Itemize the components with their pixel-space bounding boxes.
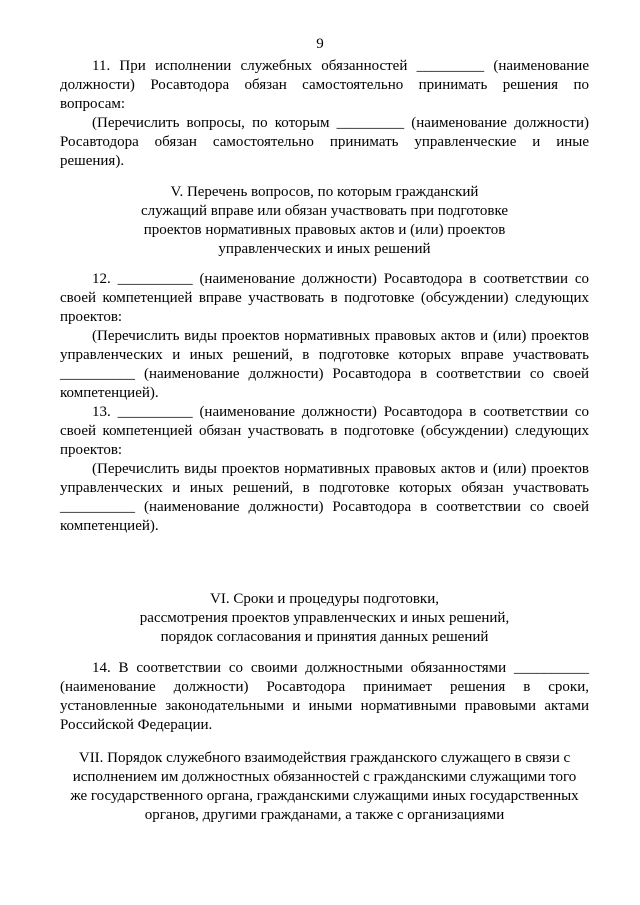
page-number: 9 — [316, 36, 324, 52]
item-13-note-line-2: управленческих и иных решений, в подготовке которых обязан участвовать — [60, 480, 589, 496]
item-12-note-line-2: управленческих и иных решений, в подготовке которых вправе участвовать — [60, 347, 589, 363]
item-13-line-3: проектов: — [60, 442, 123, 458]
section-vii-heading-line-1: VII. Порядок служебного взаимодействия гражданского служащего в связи с — [78, 750, 571, 766]
item-12-note-line-3: __________ (наименование должности) Росавтодора в соответствии со своей — [60, 366, 589, 382]
section-v-heading-line-4: управленческих и иных решений — [218, 241, 431, 257]
item-14-line-1: 14. В соответствии со своими должностными обязанностями __________ — [92, 660, 589, 676]
section-vii-heading-line-4: органов, другими гражданами, а также с организациями — [144, 807, 505, 823]
section-v-heading-line-3: проектов нормативных правовых актов и (или) проектов — [143, 222, 506, 238]
item-13-line-2: своей компетенцией обязан участвовать в подготовке (обсуждении) следующих — [60, 423, 589, 439]
item-13-note-line-3: __________ (наименование должности) Росавтодора в соответствии со своей — [60, 499, 589, 515]
item-14-line-2: (наименование должности) Росавтодора принимает решения в сроки, — [60, 679, 589, 695]
section-v-heading-line-1: V. Перечень вопросов, по которым гражданский — [170, 184, 479, 200]
item-14-line-4: Российской Федерации. — [60, 717, 213, 733]
item-12-line-2: своей компетенцией вправе участвовать в подготовке (обсуждении) следующих — [60, 290, 589, 306]
item-12-note-line-4: компетенцией). — [60, 385, 159, 401]
section-vii-heading-line-3: же государственного органа, гражданскими служащими иных государственных — [70, 788, 579, 804]
section-vi-heading-line-3: порядок согласования и принятия данных решений — [160, 629, 489, 645]
section-v-heading-line-2: служащий вправе или обязан участвовать при подготовке — [140, 203, 509, 219]
item-11-note-line-2: Росавтодора обязан самостоятельно принимать управленческие и иные — [60, 134, 589, 150]
item-12-line-3: проектов: — [60, 309, 123, 325]
item-11-line-1: 11. При исполнении служебных обязанностей _________ (наименование — [92, 58, 589, 74]
item-11-note-line-1: (Перечислить вопросы, по которым _________ (наименование должности) — [92, 115, 589, 131]
item-12-note-line-1: (Перечислить виды проектов нормативных правовых актов и (или) проектов — [92, 328, 589, 344]
section-vi-heading-line-1: VI. Сроки и процедуры подготовки, — [210, 591, 439, 607]
item-13-note-line-4: компетенцией). — [60, 518, 159, 534]
section-vii-heading-line-2: исполнением им должностных обязанностей с гражданскими служащими того — [72, 769, 577, 785]
section-vi-heading-line-2: рассмотрения проектов управленческих и иных решений, — [139, 610, 510, 626]
item-13-line-1: 13. __________ (наименование должности) Росавтодора в соответствии со — [92, 404, 589, 420]
item-13-note-line-1: (Перечислить виды проектов нормативных правовых актов и (или) проектов — [92, 461, 589, 477]
item-11-note-line-3: решения). — [60, 153, 125, 169]
item-11-line-2: должности) Росавтодора обязан самостоятельно принимать решения по — [60, 77, 589, 93]
item-14-line-3: установленные законодательными и иными нормативными правовыми актами — [60, 698, 589, 714]
item-12-line-1: 12. __________ (наименование должности) Росавтодора в соответствии со — [92, 271, 589, 287]
item-11-line-3: вопросам: — [60, 96, 126, 112]
